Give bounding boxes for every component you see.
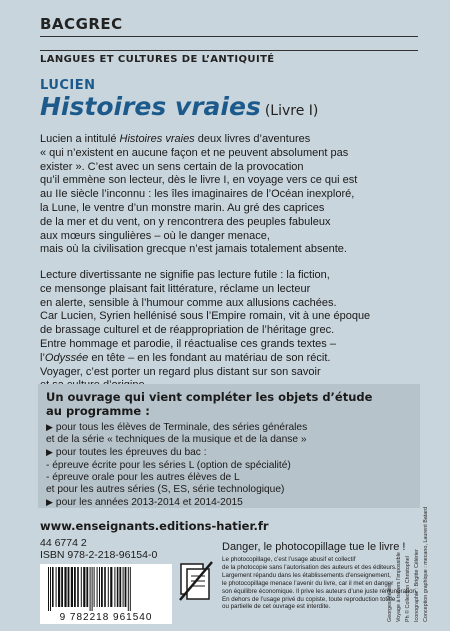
text-segment: en tête – en les fondant au matériau de son récit. bbox=[88, 351, 331, 364]
header-rule-top bbox=[40, 36, 418, 37]
curriculum-item bbox=[46, 446, 307, 459]
warning-text-line: de la photocopie sans l’autorisation des auteurs et des éditeurs. bbox=[222, 563, 397, 571]
barcode-digits: 9 782218 961540 bbox=[59, 612, 153, 623]
barcode-bar bbox=[123, 567, 124, 607]
paragraph-2-line bbox=[40, 269, 420, 283]
barcode-bar bbox=[74, 567, 76, 607]
barcode-bar bbox=[97, 567, 98, 607]
text-segment: deux livres d’aventures bbox=[194, 133, 311, 145]
curriculum-box bbox=[38, 384, 420, 508]
credit-line: Ph © Collection Christophel bbox=[405, 556, 411, 622]
curriculum-item-text: - épreuve orale pour les autres élèves de L bbox=[46, 471, 240, 483]
curriculum-item-text: - épreuve écrite pour les séries L (option de spécialité) bbox=[46, 459, 291, 471]
paragraph-1-line bbox=[40, 161, 420, 175]
credit-line: Iconographie : Brigitte Célérier bbox=[414, 549, 420, 622]
isbn-number: ISBN 978-2-218-96154-0 bbox=[40, 549, 158, 561]
paragraph-1-line bbox=[40, 202, 420, 216]
header-rule-bottom bbox=[40, 50, 418, 51]
paragraph-2-line bbox=[40, 310, 420, 324]
text-segment: l’ bbox=[40, 351, 45, 364]
paragraph-1-line bbox=[40, 188, 420, 202]
curriculum-item bbox=[46, 460, 307, 472]
barcode-bar bbox=[56, 567, 57, 607]
barcode-bar bbox=[110, 567, 112, 607]
barcode-bar bbox=[86, 567, 88, 607]
barcode-bar bbox=[83, 567, 85, 607]
triangle-bullet-icon: ▶ bbox=[46, 422, 53, 432]
title-main: Histoires vraies bbox=[40, 92, 261, 121]
text-segment: la Lune, le ventre d’un monstre marin. Au gré des caprices bbox=[40, 201, 325, 214]
curriculum-item bbox=[46, 421, 307, 434]
curriculum-item bbox=[46, 434, 307, 446]
text-segment: Car Lucien, Syrien hellénisé sous l’Empire romain, vit à une époque bbox=[40, 310, 371, 323]
description-paragraph-1 bbox=[40, 133, 420, 257]
warning-text-line: Largement répandu dans les établissements d’enseignement, bbox=[222, 571, 391, 579]
barcode-bar bbox=[119, 567, 121, 607]
barcode bbox=[40, 564, 172, 624]
warning-text-line: En dehors de l’usage privé du copiste, toute reproduction totale bbox=[222, 595, 396, 603]
text-segment: de brassage culturel et de réappropriation de l’héritage grec. bbox=[40, 324, 335, 337]
barcode-bar bbox=[130, 567, 131, 611]
curriculum-item-text: pour toutes les épreuves du bac : bbox=[55, 447, 207, 459]
barcode-bar bbox=[128, 567, 129, 611]
description-paragraph-2 bbox=[40, 269, 420, 393]
image-credits bbox=[387, 506, 439, 622]
barcode-bar bbox=[48, 567, 49, 611]
text-segment: Odyssée bbox=[44, 351, 89, 364]
barcode-bar bbox=[81, 567, 82, 607]
series-header bbox=[40, 14, 420, 33]
barcode-bar bbox=[99, 567, 100, 607]
paragraph-2-line bbox=[40, 366, 420, 380]
barcode-bar bbox=[61, 567, 63, 607]
book-title bbox=[40, 92, 318, 121]
text-segment: « qui n’existent en aucune façon et ne peuvent absolument pas bbox=[40, 146, 349, 159]
barcode-bar bbox=[125, 567, 127, 607]
curriculum-heading-line-2: au programme : bbox=[46, 404, 150, 418]
paragraph-2-line bbox=[40, 324, 420, 338]
publisher-website[interactable]: www.enseignants.editions-hatier.fr bbox=[40, 519, 269, 533]
barcode-bar bbox=[90, 567, 91, 611]
paragraph-2-line bbox=[40, 297, 420, 311]
paragraph-2-line bbox=[40, 283, 420, 297]
title-volume: (Livre I) bbox=[264, 103, 319, 119]
curriculum-heading-line-1: Un ouvrage qui vient compléter les objets d’étude bbox=[46, 390, 373, 404]
text-segment: aux mœurs singulières – où le danger menace, bbox=[40, 229, 270, 242]
barcode-bar bbox=[68, 567, 70, 607]
text-segment: Lucien a intitulé bbox=[40, 133, 120, 145]
warning-text-line: ou partielle de cet ouvrage est interdite. bbox=[222, 603, 331, 611]
paragraph-1-line bbox=[40, 147, 420, 161]
text-segment: mais où la civilisation grecque n’est jamais totalement absente. bbox=[40, 243, 347, 256]
text-segment: Voyager, c’est porter un regard plus distant sur son savoir bbox=[40, 365, 321, 378]
author-name: LUCIEN bbox=[40, 78, 96, 93]
curriculum-list bbox=[46, 421, 307, 509]
barcode-bars bbox=[40, 564, 172, 612]
text-segment: en alerte, sensible à l’humour comme aux allusions cachées. bbox=[40, 296, 337, 309]
curriculum-item-text: et de la série « techniques de la musique et de la danse » bbox=[46, 434, 307, 446]
barcode-bar bbox=[77, 567, 79, 607]
curriculum-item bbox=[46, 472, 307, 484]
collection-name: LANGUES ET CULTURES DE L’ANTIQUITÉ bbox=[40, 54, 275, 65]
curriculum-item-text: et pour les autres séries (S, ES, série technologique) bbox=[46, 484, 285, 496]
barcode-bar bbox=[64, 567, 66, 607]
curriculum-item-text: pour tous les élèves de Terminale, des séries générales bbox=[55, 422, 308, 433]
barcode-bar bbox=[117, 567, 119, 607]
reference-number: 44 6774 2 bbox=[40, 537, 87, 549]
paragraph-1-line bbox=[40, 230, 420, 244]
text-segment: Entre hommage et parodie, il réactualise ces grands textes – bbox=[40, 337, 336, 350]
text-segment: exister ». C’est avec un sens certain de la provocation bbox=[40, 160, 304, 173]
curriculum-item bbox=[46, 496, 307, 509]
credit-line: Georges Méliès, bbox=[387, 582, 393, 622]
barcode-bar bbox=[94, 567, 95, 607]
warning-text-line: Le photocopillage, c’est l’usage abusif et collectif bbox=[222, 556, 356, 563]
warning-text-line: son équilibre économique. Il prive les auteurs d’une juste rémunération. bbox=[222, 587, 418, 595]
barcode-bar bbox=[50, 567, 51, 611]
series-label-grec: GREC bbox=[75, 15, 123, 33]
text-segment: Histoires vraies bbox=[119, 133, 195, 145]
paragraph-2-line bbox=[40, 352, 420, 366]
barcode-bar bbox=[114, 567, 115, 607]
series-label-bac: BAC bbox=[40, 15, 76, 33]
curriculum-heading bbox=[46, 390, 372, 418]
paragraph-1-line bbox=[40, 174, 420, 188]
text-segment: ce mensonge plaisant fait littérature, réclame un lecteur bbox=[40, 282, 311, 295]
barcode-bar bbox=[58, 567, 60, 607]
credit-line: Voyage à travers l’impossible bbox=[396, 552, 402, 622]
triangle-bullet-icon: ▶ bbox=[46, 497, 53, 508]
credit-line: Conception graphique : mecano, Laurent Batard bbox=[423, 506, 429, 622]
barcode-bar bbox=[71, 567, 73, 607]
paragraph-1-line bbox=[40, 243, 420, 257]
curriculum-item bbox=[46, 484, 307, 496]
warning-text-line: le photocopillage menace l’avenir du livre, car il met en danger bbox=[222, 579, 394, 587]
text-segment: au IIe siècle l’inconnu : les îles imaginaires de l’Océan inexploré, bbox=[40, 188, 355, 201]
triangle-bullet-icon: ▶ bbox=[46, 447, 53, 458]
anti-photocopy-icon bbox=[178, 560, 214, 602]
barcode-bar bbox=[92, 567, 93, 611]
paragraph-1-line bbox=[40, 216, 420, 230]
curriculum-item-text: pour les années 2013-2014 et 2014-2015 bbox=[55, 497, 243, 509]
barcode-bar bbox=[52, 567, 54, 607]
text-segment: Lecture divertissante ne signifie pas lecture futile : la fiction, bbox=[40, 269, 330, 281]
photocopy-warning-title: Danger, le photocopillage tue le livre ! bbox=[222, 541, 406, 553]
barcode-bar bbox=[104, 567, 106, 607]
paragraph-1-line bbox=[40, 133, 420, 147]
text-segment: de la mer et du vent, on y rencontrera des peuples fabuleux bbox=[40, 215, 331, 228]
barcode-bar bbox=[101, 567, 103, 607]
paragraph-2-line bbox=[40, 338, 420, 352]
barcode-bar bbox=[108, 567, 109, 607]
text-segment: qu’il emmène son lecteur, dès le livre I, en voyage vers ce qui est bbox=[40, 174, 358, 187]
